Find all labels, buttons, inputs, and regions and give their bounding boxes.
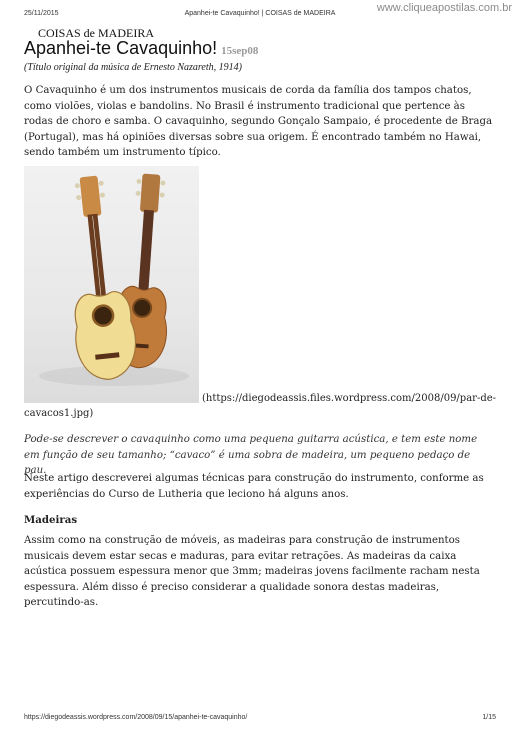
print-date: 25/11/2015 [24, 10, 59, 17]
watermark: www.cliqueapostilas.com.br [376, 2, 512, 14]
print-footer [24, 714, 496, 726]
post-title-text[interactable]: Apanhei-te Cavaquinho! [24, 38, 218, 58]
print-footer-url: https://diegodeassis.wordpress.com/2008/09/15/apanhei-te-cavaquinho/ [24, 714, 248, 721]
cavaquinho-pair-illustration [24, 166, 199, 403]
image-url-link[interactable]: (https://diegodeassis.files.wordpress.com/2008/09/par-de- [202, 393, 497, 404]
intro-paragraph: O Cavaquinho é um dos instrumentos musicais de corda da família dos tampos chatos, como violões, violas e bandolins. No Brasil é instrumento tradicional que pertence às rodas de choro e samba. O cavaquinho, segundo Gonçalo Sampaio, é procedente de Braga (Portugal), mas há opiniões diversas sobre sua origem. É encontrado também no Hawai, sendo também um instrumento típico. [24, 85, 493, 158]
cavaquinho-photo[interactable] [24, 166, 199, 403]
image-caption: Pode-se descrever o cavaquinho como uma pequena guitarra acústica, e tem este nome em função de seu tamanho; “cavaco” é uma sobra de madeira, um pequeno pedaço de pau. [24, 434, 478, 476]
section-heading: Madeiras [24, 514, 78, 526]
post-title [24, 38, 258, 59]
page-number: 1/15 [482, 714, 496, 721]
image-url-link-continued[interactable]: cavacos1.jpg) [24, 408, 94, 419]
post-subtitle: (Título original da música de Ernesto Nazareth, 1914) [24, 62, 242, 73]
paragraph-3: Assim como na construção de móveis, as madeiras para construção de instrumentos musicais devem estar secas e maduras, para evitar retrações. As madeiras da caixa acústica possuem espessura menor que 3mm; madeiras jovens facilmente racham nesta espessura. Além disso é preciso considerar a qualidade sonora destas madeiras, percutindo-as. [24, 535, 480, 608]
print-doc-title: Apanhei-te Cavaquinho! | COISAS de MADEIRA [184, 10, 336, 17]
paragraph-2: Neste artigo descreverei algumas técnicas para construção do instrumento, conforme as experiências do Curso de Lutheria que leciono há alguns anos. [24, 473, 484, 500]
post-date: 15sep08 [221, 45, 259, 57]
site-name[interactable]: COISAS de MADEIRA [38, 26, 155, 40]
